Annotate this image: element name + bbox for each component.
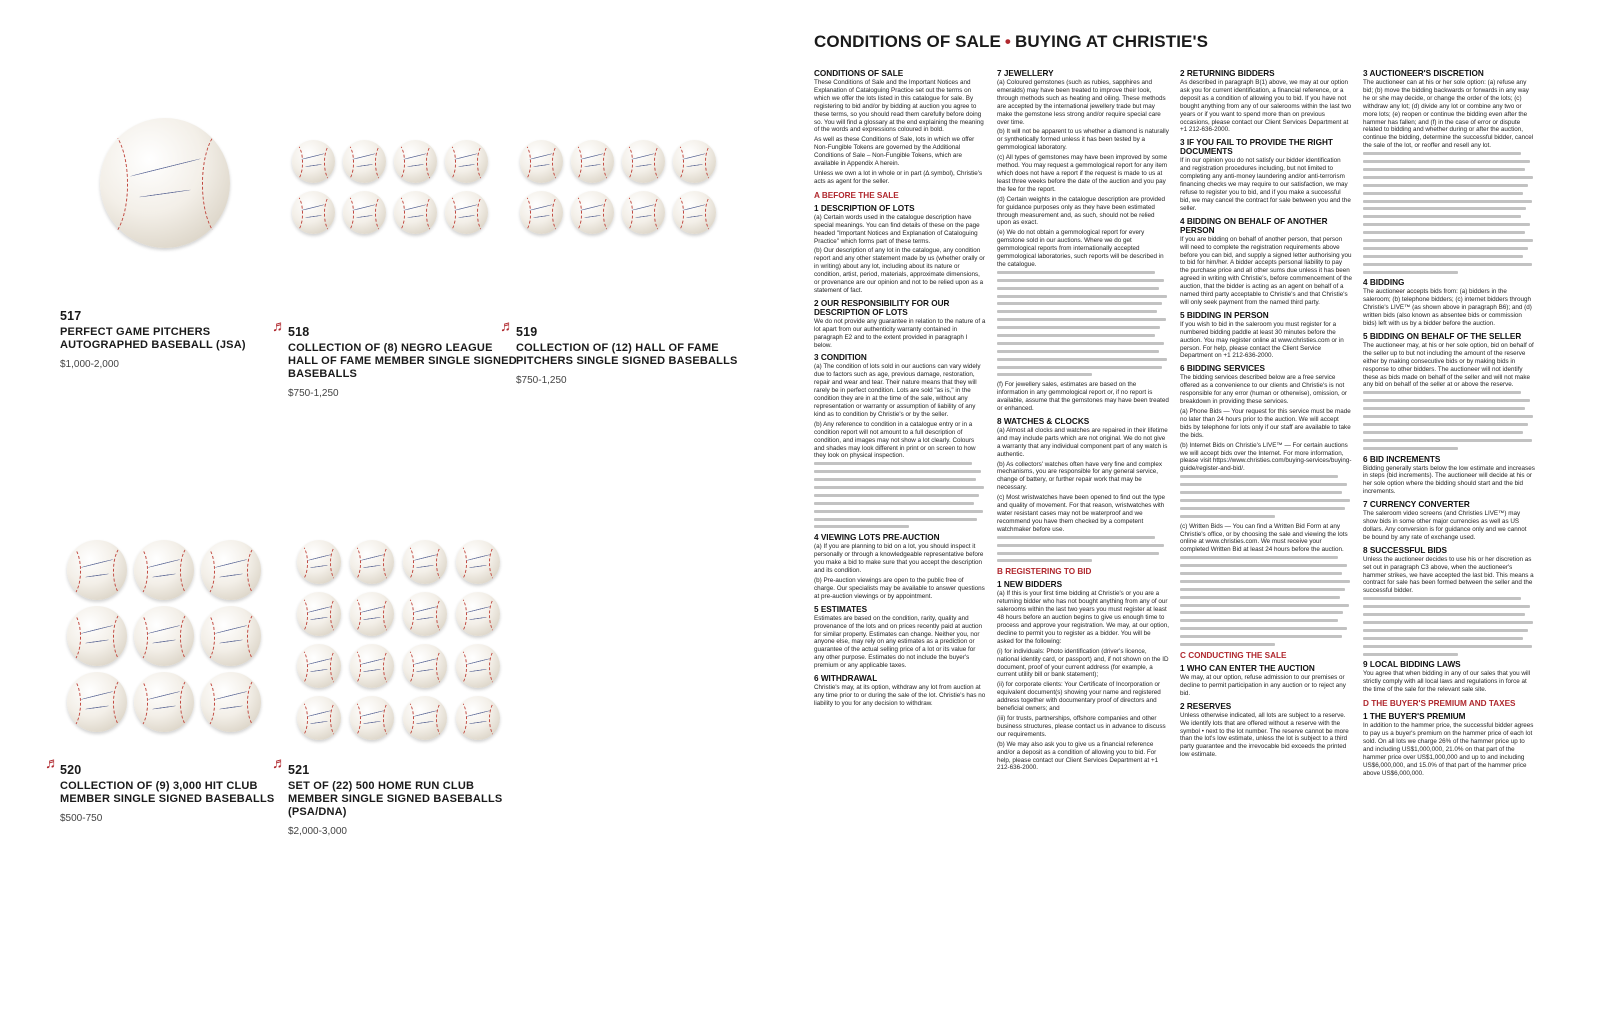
paragraph: (b) It will not be apparent to us whether a diamond is naturally or synthetically formed unless it has been tested by a gemmological laboratory. <box>997 128 1169 152</box>
paragraph: (b) Internet Bids on Christie's LIVE™ — For certain auctions we will accept bids over the Internet. For more information, please visit https://www.christies.com/buying-services/buying-guide/register-and-bid/. <box>1180 441 1352 473</box>
conditions-column-4 <box>1363 69 1535 981</box>
paragraph: The auctioneer accepts bids from: (a) bidders in the saleroom; (b) telephone bidders; (c) internet bidders through Christie's LIVE™ (as shown above in paragraph B6); and (d) written bids (also known as absentee bids or commission bids) left with us by a bidder before the auction. <box>1363 288 1532 328</box>
lot-518-image[interactable] <box>292 140 492 235</box>
section-heading: 9 LOCAL BIDDING LAWS <box>1363 660 1461 670</box>
lot-521-number: 521 <box>288 763 310 777</box>
section-heading: 4 VIEWING LOTS PRE-AUCTION <box>814 533 940 543</box>
baseball <box>201 540 261 600</box>
paragraph: Unless we own a lot in whole or in part (Δ symbol), Christie's acts as agent for the seller. <box>814 169 983 185</box>
text-block <box>1363 152 1535 273</box>
section-heading: 6 BIDDING SERVICES <box>1180 364 1265 374</box>
paragraph: (b) Our description of any lot in the catalogue, any condition report and any other statement made by us (whether orally or in writing) about any lot, including about its nature or condition, artist, period, materials, approximate dimensions, or provenance are our opinion and not to be relied upon as a statement of fact. <box>814 247 985 294</box>
lot-517-number: 517 <box>60 309 82 323</box>
text-block <box>1363 597 1535 655</box>
baseball <box>445 191 488 234</box>
section-heading: 6 WITHDRAWAL <box>814 674 878 684</box>
lot-520-title-line-1[interactable]: COLLECTION OF (9) 3,000 HIT CLUB <box>60 780 258 792</box>
paragraph: (iii) for trusts, partnerships, offshore companies and other business structures, please contact us in advance to discuss our requirements. <box>997 714 1166 738</box>
section-heading: 4 BIDDING ON BEHALF OF ANOTHER PERSON <box>1180 216 1328 235</box>
paragraph: (d) Certain weights in the catalogue description are provided for guidance purposes only as they have been estimated through measurement and, as such, should not be relied upon as exact. <box>997 195 1166 227</box>
baseball <box>297 592 341 636</box>
section-heading: 5 BIDDING ON BEHALF OF THE SELLER <box>1363 331 1522 341</box>
lot-520-number: 520 <box>60 763 82 777</box>
paragraph: (a) Coloured gemstones (such as rubies, sapphires and emeralds) may have been treated to improve their look, through methods such as heating and oiling. These methods are accepted by the international jewellery trade but may make the gemstone less strong and/or require special care over time. <box>997 79 1166 126</box>
music-note-icon: ♬ <box>272 318 287 335</box>
page-title-right: BUYING AT CHRISTIE'S <box>1014 32 1209 51</box>
section-heading: 7 CURRENCY CONVERTER <box>1363 500 1470 510</box>
lot-519-image[interactable] <box>520 140 720 235</box>
paragraph: As described in paragraph B(1) above, we may at our option ask you for current identification, a financial reference, or a deposit as a condition of allowing you to bid. If you have not bought anything from any of our salerooms within the last two years or if you want to spend more than on previous occasions, please contact our Client Services Department at +1 212-636-2000. <box>1180 79 1352 134</box>
lot-519-title-line-1[interactable]: COLLECTION OF (12) HALL OF FAME <box>516 342 719 354</box>
music-note-icon: ♬ <box>500 318 515 335</box>
baseball <box>571 140 614 183</box>
lot-520-title-line-2[interactable]: MEMBER SINGLE SIGNED BASEBALLS <box>60 793 275 805</box>
page-title <box>814 32 1208 52</box>
text-block <box>1363 391 1535 449</box>
lot-520-image[interactable] <box>67 540 262 735</box>
section-heading: 8 SUCCESSFUL BIDS <box>1363 545 1448 555</box>
lot-519-title-line-2[interactable]: PITCHERS SINGLE SIGNED BASEBALLS <box>516 355 738 367</box>
section-heading: 1 NEW BIDDERS <box>997 580 1063 590</box>
baseball <box>673 140 716 183</box>
text-block <box>1180 556 1352 646</box>
section-heading: 4 BIDDING <box>1363 278 1405 288</box>
baseball <box>456 592 500 636</box>
section-heading: 3 AUCTIONEER'S DISCRETION <box>1363 69 1484 78</box>
baseball <box>622 140 665 183</box>
baseball <box>134 540 194 600</box>
baseball <box>350 592 394 636</box>
lot-518-title-line-1[interactable]: COLLECTION OF (8) NEGRO LEAGUE <box>288 342 493 354</box>
paragraph: Estimates are based on the condition, rarity, quality and provenance of the lots and on prices recently paid at auction for similar property. Estimates can change. Neither you, nor anyone else, may rely on any estimates as a prediction or guarantee of the actual selling price of a lot or its value for any other purpose. Estimates do not include the buyer's premium or any applicable taxes. <box>814 614 983 670</box>
lot-521-title-line-1[interactable]: SET OF (22) 500 HOME RUN CLUB <box>288 780 475 792</box>
section-heading: 5 ESTIMATES <box>814 604 868 614</box>
paragraph: Unless the auctioneer decides to use his or her discretion as set out in paragraph C3 above, when the auctioneer's hammer strikes, we have accepted the last bid. This means a contract for sale has been formed between the seller and the successful bidder. <box>1363 555 1534 595</box>
section-heading: 6 BID INCREMENTS <box>1363 454 1441 464</box>
baseball <box>394 140 437 183</box>
baseball <box>100 118 230 248</box>
baseball <box>67 606 127 666</box>
part-heading: D THE BUYER'S PREMIUM AND TAXES <box>1363 699 1516 709</box>
baseball <box>134 672 194 732</box>
baseball <box>673 191 716 234</box>
baseball <box>67 540 127 600</box>
lot-519-number: 519 <box>516 325 538 339</box>
paragraph: If you wish to bid in the saleroom you must register for a numbered bidding paddle at least 30 minutes before the auction. You may register online at www.christies.com or in person. For help, please contact the Client Service Department on +1 212-636-2000. <box>1180 320 1344 360</box>
paragraph: The auctioneer can at his or her sole option: (a) refuse any bid; (b) move the bidding backwards or forwards in any way he or she may decide, or change the order of the lots; (c) withdraw any lot; (d) divide any lot or combine any two or more lots; (e) reopen or continue the bidding even after the hammer has fallen; and (f) in the case of error or dispute related to bidding and whether during or after the auction, continue the bidding, determine the successful bidder, cancel the sale of the lot, or reoffer and resell any lot. <box>1363 79 1534 150</box>
paragraph: (c) All types of gemstones may have been improved by some method. You may request a gemmological report for any item which does not have a report if the request is made to us at least three weeks before the date of the auction and you pay the fee for the report. <box>997 154 1168 193</box>
music-note-icon: ♬ <box>272 755 287 772</box>
text-block <box>997 271 1169 377</box>
conditions-column-1 <box>814 69 986 981</box>
paragraph: (a) If this is your first time bidding at Christie's or you are a returning bidder who has not bought anything from any of our salerooms within the last two years you must register at least 48 hours before an auction begins to give us enough time to process and approve your registration. We may, at our option, decline to permit you to register as a bidder. You will be asked for the following: <box>997 590 1169 645</box>
baseball <box>456 644 500 688</box>
baseball <box>403 540 447 584</box>
lot-521-estimate: $2,000-3,000 <box>288 826 347 837</box>
lot-521-image[interactable] <box>297 540 497 740</box>
section-heading: 1 WHO CAN ENTER THE AUCTION <box>1180 664 1315 674</box>
paragraph: In addition to the hammer price, the successful bidder agrees to pay us a buyer's premium on the hammer price of each lot sold. On all lots we charge 26% of the hammer price up to and including US$1,000,000, 21.0% on that part of the hammer price over US$1,000,000 and up to and including US$6,000,000, and 15.0% of that part of the hammer price above US$6,000,000. <box>1363 722 1534 777</box>
baseball <box>297 644 341 688</box>
lot-517-image[interactable] <box>100 118 230 248</box>
baseball <box>297 696 341 740</box>
title-separator: • <box>1004 32 1011 51</box>
paragraph: These Conditions of Sale and the Important Notices and Explanation of Cataloguing Practice set out the terms on which we offer the lots listed in this catalogue for sale. By registering to bid and/or by bidding at auction you agree to these terms, so you should read them carefully before doing so. You will find a glossary at the end explaining the meaning of the words and expressions coloured in bold. <box>814 79 984 134</box>
paragraph: (e) We do not obtain a gemmological report for every gemstone sold in our auctions. Where we do get gemmological reports from internationally accepted gemmological laboratories, such reports will be described in the catalogue. <box>997 229 1164 268</box>
baseball <box>292 191 335 234</box>
baseball <box>201 672 261 732</box>
paragraph: (b) Pre-auction viewings are open to the public free of charge. Our specialists may be available to answer questions at pre-auction viewings or by appointment. <box>814 576 985 600</box>
baseball <box>201 606 261 666</box>
baseball <box>445 140 488 183</box>
baseball <box>297 540 341 584</box>
paragraph: Christie's may, at its option, withdraw any lot from auction at any time prior to or during the sale of the lot. Christie's has no liability to you for any decision to withdraw. <box>814 684 986 707</box>
paragraph: As well as these Conditions of Sale, lots in which we offer Non-Fungible Tokens are governed by the Additional Conditions of Sale – Non-Fungible Tokens, which are available in Appendix A herein. <box>814 136 975 168</box>
conditions-column-2 <box>997 69 1169 981</box>
paragraph: Bidding generally starts below the low estimate and increases in steps (bid increments). The auctioneer will decide at his or her sole option where the bidding should start and the bid increments. <box>1363 464 1535 496</box>
page-title-left: CONDITIONS OF SALE <box>814 32 1001 51</box>
paragraph: You agree that when bidding in any of our sales that you will strictly comply with all local laws and regulations in force at the time of the sale for the relevant sale site. <box>1363 670 1531 694</box>
baseball <box>571 191 614 234</box>
section-heading: 8 WATCHES & CLOCKS <box>997 416 1090 426</box>
section-heading: 7 JEWELLERY <box>997 69 1054 78</box>
paragraph: (b) Any reference to condition in a catalogue entry or in a condition report will not amount to a full description of condition, and images may not show a lot clearly. Colours and shades may look different in print or on screen to how they look on physical inspection. <box>814 420 976 460</box>
baseball <box>403 644 447 688</box>
lot-521-title-line-3[interactable]: (PSA/DNA) <box>288 806 347 818</box>
paragraph: We do not provide any guarantee in relation to the nature of a lot apart from our authenticity warranty contained in paragraph E2 and to the extent provided in paragraph I below. <box>814 317 986 349</box>
baseball <box>134 606 194 666</box>
paragraph: (a) The condition of lots sold in our auctions can vary widely due to factors such as age, previous damage, restoration, repair and wear and tear. Their nature means that they will rarely be in perfect condition. Lots are sold "as is," in the condition they are in at the time of the sale, without any representation or warranty or assumption of liability of any kind as to condition by Christie's or by the seller. <box>814 363 981 418</box>
lot-521-title-line-2[interactable]: MEMBER SINGLE SIGNED BASEBALLS <box>288 793 503 805</box>
baseball <box>394 191 437 234</box>
lot-520-estimate: $500-750 <box>60 813 103 824</box>
text-block <box>1180 475 1352 517</box>
paragraph: Unless otherwise indicated, all lots are subject to a reserve. We identify lots that are offered without a reserve with the symbol • next to the lot number. The reserve cannot be more than the lot's low estimate, unless the lot is subject to a third party guarantee and the irrevocable bid exceeds the printed low estimate. <box>1180 711 1349 759</box>
baseball <box>343 191 386 234</box>
paragraph: (a) Certain words used in the catalogue description have special meanings. You can find details of these on the page headed "Important Notices and Explanation of Cataloguing Practice" which forms part of these terms. <box>814 213 980 245</box>
text-block <box>814 462 986 528</box>
paragraph: If in our opinion you do not satisfy our bidder identification and registration procedures including, but not limited to completing any anti-money laundering and/or anti-terrorism financing checks we may require to our satisfaction, we may refuse to register you to bid, and if you make a successful bid, we may cancel the contract for sale between you and the seller. <box>1180 157 1351 212</box>
paragraph: (c) Written Bids — You can find a Written Bid Form at any Christie's office, or by choosing the sale and viewing the lots online at www.christies.com. We must receive your completed Written Bid at least 24 hours before the auction. <box>1180 522 1348 554</box>
paragraph: (a) Almost all clocks and watches are repaired in their lifetime and may include parts which are not original. We do not give a warranty that any individual component part of any watch is authentic. <box>997 426 1168 458</box>
music-note-icon: ♬ <box>45 755 60 772</box>
paragraph: (f) For jewellery sales, estimates are based on the information in any gemmological report or, if no report is available, assume that the gemstones may have been treated or enhanced. <box>997 381 1169 413</box>
baseball <box>350 696 394 740</box>
part-heading: C CONDUCTING THE SALE <box>1180 651 1287 661</box>
text-block <box>997 536 1169 563</box>
lot-518-title-line-2[interactable]: HALL OF FAME MEMBER SINGLE SIGNED <box>288 355 517 367</box>
baseball <box>622 191 665 234</box>
part-heading: B REGISTERING TO BID <box>997 567 1092 577</box>
baseball <box>67 672 127 732</box>
paragraph: The bidding services described below are a free service offered as a convenience to our clients and Christie's is not responsible for any error (human or otherwise), omission, or breakdown in providing these services. <box>1180 374 1347 406</box>
section-heading: 5 BIDDING IN PERSON <box>1180 310 1269 320</box>
lot-517-title-line-1[interactable]: PERFECT GAME PITCHERS <box>60 326 211 338</box>
paragraph: (i) for individuals: Photo identification (driver's licence, national identity card, or passport) and, if not shown on the ID document, proof of your current address (for example, a current utility bill or bank statement); <box>997 647 1169 679</box>
conditions-column-3 <box>1180 69 1352 981</box>
section-heading: 1 DESCRIPTION OF LOTS <box>814 203 915 213</box>
baseball <box>456 540 500 584</box>
section-heading: 2 OUR RESPONSIBILITY FOR OUR DESCRIPTION OF LOTS <box>814 298 950 317</box>
section-heading: CONDITIONS OF SALE <box>814 69 904 78</box>
paragraph: The saleroom video screens (and Christies LIVE™) may show bids in some other major currencies as well as US dollars. Any conversion is for guidance only and we cannot be bound by any rate of exchange used. <box>1363 510 1527 541</box>
baseball <box>350 644 394 688</box>
lot-517-estimate: $1,000-2,000 <box>60 359 119 370</box>
paragraph: (ii) for corporate clients: Your Certificate of Incorporation or equivalent document(s) showing your name and registered address together with documentary proof of directors and beneficial owners; and <box>997 681 1161 713</box>
baseball <box>350 540 394 584</box>
paragraph: (a) Phone Bids — Your request for this service must be made no later than 24 hours prior to the auction. We will accept bids by telephone for lots only if our staff are available to take the bids. <box>1180 408 1351 439</box>
conditions-page <box>800 0 1600 1017</box>
section-heading: 3 CONDITION <box>814 353 867 363</box>
paragraph: If you are bidding on behalf of another person, that person will need to complete the registration requirements above before you can bid, and supply a signed letter authorising you to bid for him/her. A bidder accepts personal liability to pay the purchase price and all other sums due unless it has been agreed in writing with Christie's, before commencement of the auction, that the bidder is acting as an agent on behalf of a named third party acceptable to Christie's and that Christie's will only seek payment from the named third party. <box>1180 235 1352 306</box>
paragraph: (c) Most wristwatches have been opened to find out the type and quality of movement. For that reason, wristwatches with water resistant cases may not be waterproof and we recommend you have them checked by a competent watchmaker before use. <box>997 494 1166 533</box>
lot-517-title-line-2[interactable]: AUTOGRAPHED BASEBALL (JSA) <box>60 339 246 351</box>
lot-518-number: 518 <box>288 325 310 339</box>
section-heading: 1 THE BUYER'S PREMIUM <box>1363 712 1466 722</box>
baseball <box>403 696 447 740</box>
section-heading: 2 RETURNING BIDDERS <box>1180 69 1275 78</box>
baseball <box>343 140 386 183</box>
baseball <box>403 592 447 636</box>
paragraph: The auctioneer may, at his or her sole option, bid on behalf of the seller up to but not including the amount of the reserve either by making consecutive bids or by making bids in response to other bidders. The auctioneer will not identify these as bids made on behalf of the seller and will not make any bid on behalf of the seller at or above the reserve. <box>1363 341 1534 389</box>
baseball <box>292 140 335 183</box>
baseball <box>520 140 563 183</box>
paragraph: (b) As collectors' watches often have very fine and complex mechanisms, you are responsible for any general service, change of battery, or further repair work that may be necessary. <box>997 460 1163 492</box>
baseball <box>520 191 563 234</box>
lot-518-estimate: $750-1,250 <box>288 388 339 399</box>
paragraph: We may, at our option, refuse admission to our premises or decline to permit participation in any auction or to reject any bid. <box>1180 674 1346 697</box>
lot-519-estimate: $750-1,250 <box>516 375 567 386</box>
paragraph: (b) We may also ask you to give us a financial reference and/or a deposit as a condition of allowing you to bid. For help, please contact our Client Services Department at +1 212-636-2000. <box>997 740 1159 772</box>
lot-518-title-line-3[interactable]: BASEBALLS <box>288 368 358 380</box>
baseball <box>456 696 500 740</box>
paragraph: (a) If you are planning to bid on a lot, you should inspect it personally or through a knowledgeable representative before you make a bid to make sure that you accept the description and its condition. <box>814 543 984 575</box>
part-heading: A BEFORE THE SALE <box>814 190 899 200</box>
section-heading: 3 IF YOU FAIL TO PROVIDE THE RIGHT DOCUMENTS <box>1180 138 1333 157</box>
section-heading: 2 RESERVES <box>1180 701 1232 711</box>
